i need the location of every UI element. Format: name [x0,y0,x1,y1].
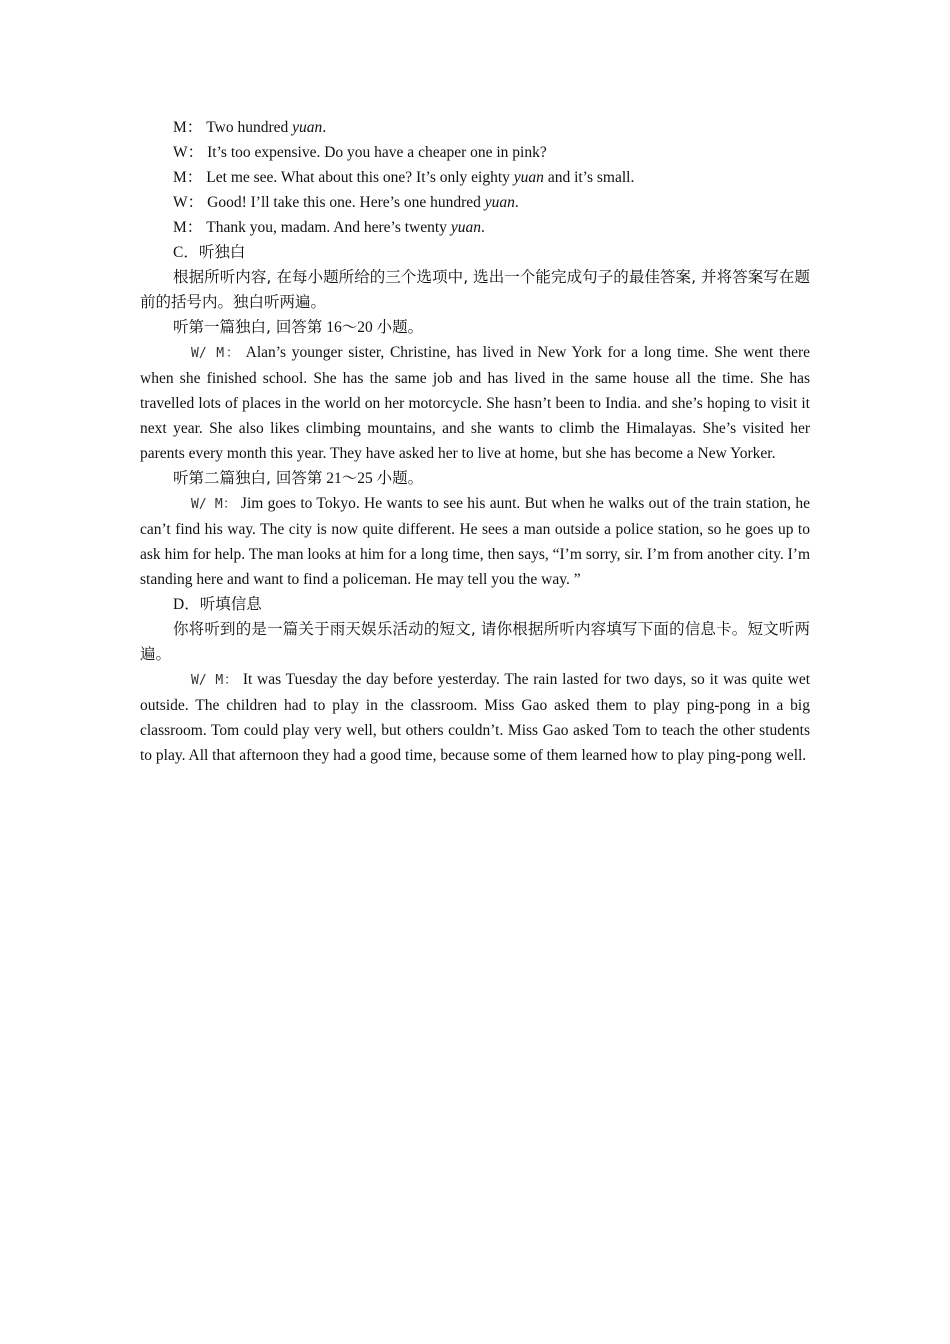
monologue-1-intro-prefix: 听第一篇独白, 回答第 [173,318,323,336]
document-page [140,115,810,768]
monologue-1-text [140,340,810,466]
dialogue-text: Two hundred [206,119,293,136]
section-d-title: 听填信息 [199,595,262,613]
monologue-1-speaker: W/ M： [191,346,241,361]
dialogue-italic: yuan [450,219,481,236]
dialogue-italic: yuan [513,169,544,186]
section-c-instruction: 根据所听内容, 在每小题所给的三个选项中, 选出一个能完成句子的最佳答案, 并将答案写在题前的括号内。独白听两遍。 [140,268,810,311]
monologue-2-intro [140,466,810,491]
speaker-label: M： [173,119,203,136]
dialogue-line [140,115,810,140]
speaker-label: M： [173,169,203,186]
section-d-label: D． [173,596,200,613]
dialogue-text-end: . [480,219,485,236]
monologue-1-intro-suffix: 小题。 [376,318,424,336]
dialogue-text: It’s too expensive. Do you have a cheaper one in pink? [207,144,547,161]
dialogue-italic: yuan [292,119,323,136]
section-d-text [140,667,810,768]
monologue-2-intro-suffix: 小题。 [376,469,424,487]
dialogue-text-end: . [514,194,519,211]
dialogue-text: Let me see. What about this one? It’s only eighty [206,169,514,186]
monologue-2-speaker: W/ M： [191,497,237,512]
dialogue-text: Good! I’ll take this one. Here’s one hundred [207,194,485,211]
dialogue-line [140,165,810,190]
monologue-2-text [140,491,810,592]
monologue-1-intro [140,315,810,340]
monologue-2-intro-range: 21～25 [322,470,377,487]
section-c-title: 听独白 [198,243,246,261]
section-d-instruction: 你将听到的是一篇关于雨天娱乐活动的短文, 请你根据所听内容填写下面的信息卡。短文听两遍。 [140,620,810,663]
speaker-label: M： [173,219,203,236]
monologue-2-intro-prefix: 听第二篇独白, 回答第 [173,469,323,487]
dialogue-line [140,215,810,240]
dialogue-line [140,140,810,165]
speaker-label: W： [173,194,204,211]
dialogue-text-end: and it’s small. [543,169,635,186]
section-c-heading [140,240,810,265]
dialogue-line [140,190,810,215]
section-c-label: C． [173,244,199,261]
section-d-body: It was Tuesday the day before yesterday. The rain lasted for two days, so it was quite wet outside. The children had to play in the classroom. Miss Gao asked them to play ping-pong in a big classroom. Tom could play very well, but others couldn’t. Miss Gao asked Tom to teach the other students to play. All that afternoon they had a good time, because some of them learned how to play ping-pong well. [140,671,811,764]
section-d-speaker: W/ M： [191,673,239,688]
monologue-1-body: Alan’s younger sister, Christine, has lived in New York for a long time. She went there when she finished school. She has the same job and has lived in the same house all the time. She has travelled lots of places in the world on her motorcycle. She hasn’t been to India. and she’s hoping to visit it next year. She also likes climbing mountains, and she wants to climb the Himalayas. She’s visited her parents every month this year. They have asked her to live at home, but she has become a New Yorker. [140,344,810,462]
section-d-heading [140,592,810,617]
dialogue-text-end: . [322,119,327,136]
monologue-1-intro-range: 16～20 [322,319,377,336]
dialogue-italic: yuan [484,194,515,211]
monologue-2-body: Jim goes to Tokyo. He wants to see his aunt. But when he walks out of the train station, he can’t find his way. The city is now quite different. He sees a man outside a police station, so he goes up to ask him for help. The man looks at him for a long time, then says, “I’m sorry, sir. I’m from another city. I’m standing here and want to find a policeman. He may tell you the way. ” [140,495,810,588]
dialogue-text: Thank you, madam. And here’s twenty [206,219,451,236]
speaker-label: W： [173,144,204,161]
